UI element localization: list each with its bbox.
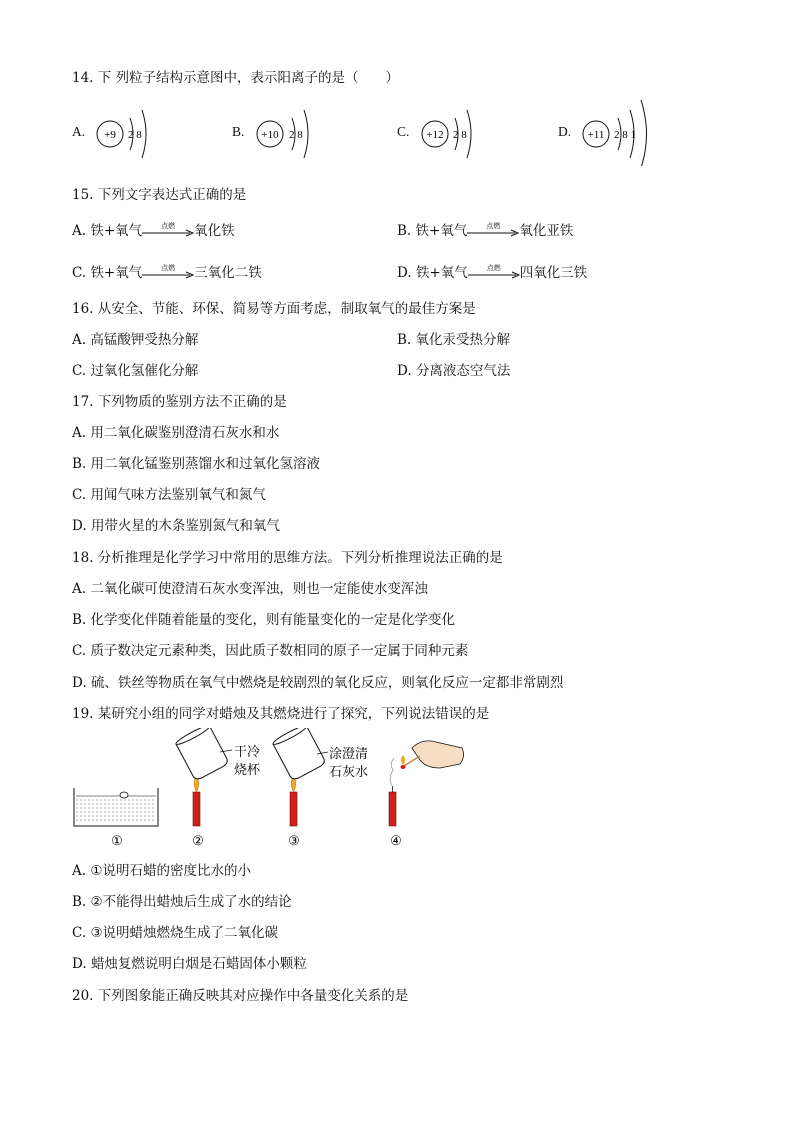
- reactants: 铁+氧气: [415, 223, 468, 239]
- option-text: 用二氧化碳鉴别澄清石灰水和水: [90, 425, 280, 441]
- q17-option-c[interactable]: [72, 483, 266, 503]
- option-text: 用二氧化锰鉴别蒸馏水和过氧化氢溶液: [90, 456, 321, 472]
- reaction-arrow: [468, 263, 520, 281]
- option-text: 过氧化氢催化分解: [90, 363, 199, 379]
- option-text: 用闻气味方法鉴别氧气和氮气: [90, 487, 266, 503]
- q18-option-c[interactable]: [72, 639, 468, 659]
- figure-label-1: ①: [111, 833, 123, 848]
- option-text: 分离液态空气法: [415, 363, 511, 379]
- option-letter: B.: [397, 223, 412, 239]
- water-trough-setup: [74, 788, 158, 826]
- q15-option-d[interactable]: [397, 261, 587, 281]
- q17-option-d[interactable]: [72, 514, 280, 534]
- option-letter: A.: [72, 124, 86, 139]
- beaker2-label: 烧杯: [234, 762, 261, 777]
- option-letter: D.: [558, 124, 572, 139]
- beaker3-label: 涂澄清: [329, 746, 369, 761]
- candle-relight-with-match: [389, 741, 464, 826]
- condition-label: 点燃: [486, 263, 501, 272]
- option-letter: C.: [72, 265, 87, 281]
- option-letter: D.: [397, 363, 412, 379]
- candle-with-dry-beaker: [175, 728, 261, 826]
- q19-candle-figure: [70, 728, 470, 850]
- option-text: 蜡烛复燃说明白烟是石蜡固体小颗粒: [90, 956, 307, 972]
- option-letter: D.: [72, 956, 87, 972]
- option-text: 质子数决定元素种类，因此质子数相同的原子一定属于同种元素: [90, 643, 469, 659]
- option-letter: B.: [397, 332, 412, 348]
- option-letter: D.: [72, 675, 87, 691]
- figure-label-4: ④: [390, 833, 402, 848]
- option-text: 高锰酸钾受热分解: [90, 332, 199, 348]
- q16-option-c[interactable]: [72, 359, 198, 379]
- q16-option-d[interactable]: [397, 359, 510, 379]
- option-letter: C.: [72, 925, 87, 941]
- atom-diagram-a: [90, 96, 180, 166]
- reaction-arrow: [467, 221, 519, 239]
- nucleus-charge: +12: [426, 129, 444, 141]
- option-text: 用带火星的木条鉴别氮气和氧气: [90, 518, 280, 534]
- q16-option-b[interactable]: [397, 328, 510, 348]
- option-letter: B.: [72, 894, 87, 910]
- option-letter: B.: [72, 456, 87, 472]
- atom-diagram-d: [578, 96, 678, 166]
- option-letter: A.: [72, 863, 87, 879]
- q14-stem: 14. 下 列粒子结构示意图中，表示阳离子的是（ ）: [72, 70, 400, 86]
- condition-label: 点燃: [161, 263, 176, 272]
- electron-shells: 2 8 1: [614, 129, 636, 141]
- option-letter: C.: [397, 124, 410, 139]
- condition-label: 点燃: [486, 221, 501, 230]
- option-letter: C.: [72, 487, 87, 503]
- option-letter: A.: [72, 425, 87, 441]
- atom-diagram-c: [415, 96, 505, 166]
- condition-label: 点燃: [161, 221, 176, 230]
- nucleus-charge: +10: [261, 129, 279, 141]
- nucleus-charge: +11: [587, 129, 605, 141]
- q17-option-b[interactable]: [72, 452, 320, 472]
- option-text: ③说明蜡烛燃烧生成了二氧化碳: [90, 925, 279, 941]
- q16-stem: 16. 从安全、节能、环保、简易等方面考虑，制取氧气的最佳方案是: [72, 301, 476, 317]
- reaction-arrow: [142, 221, 194, 239]
- q18-stem: 18. 分析推理是化学学习中常用的思维方法。下列分析推理说法正确的是: [72, 550, 503, 566]
- option-letter: A.: [72, 223, 87, 239]
- figure-label-2: ②: [192, 833, 204, 848]
- reactants: 铁+氧气: [90, 223, 143, 239]
- product: 氧化铁: [194, 223, 235, 239]
- q19-option-d[interactable]: [72, 952, 307, 972]
- q17-option-a[interactable]: [72, 421, 279, 441]
- option-letter: D.: [397, 265, 412, 281]
- option-letter: A.: [72, 332, 87, 348]
- beaker3-label: 石灰水: [329, 764, 369, 779]
- option-letter: B.: [72, 612, 87, 628]
- option-text: 氧化汞受热分解: [415, 332, 511, 348]
- q19-stem: 19. 某研究小组的同学对蜡烛及其燃烧进行了探究，下列说法错误的是: [72, 706, 490, 722]
- nucleus-charge: +9: [104, 129, 116, 141]
- q19-option-a[interactable]: [72, 859, 251, 879]
- electron-shells: 2 8: [128, 129, 142, 141]
- product: 四氧化三铁: [519, 265, 588, 281]
- candle-with-limewater-beaker: [272, 728, 368, 826]
- product: 三氧化二铁: [194, 265, 262, 281]
- reactants: 铁+氧气: [415, 265, 468, 281]
- option-letter: C.: [72, 643, 87, 659]
- electron-shells: 2 8: [289, 129, 303, 141]
- q20-stem: 20. 下列图象能正确反映其对应操作中各量变化关系的是: [72, 988, 409, 1004]
- beaker2-label: 干冷: [234, 744, 261, 759]
- option-text: ②不能得出蜡烛后生成了水的结论: [90, 894, 292, 910]
- option-letter: D.: [72, 518, 87, 534]
- q16-option-a[interactable]: [72, 328, 198, 348]
- option-text: 二氧化碳可使澄清石灰水变浑浊，则也一定能使水变浑浊: [90, 581, 428, 597]
- atom-diagram-b: [252, 96, 342, 166]
- option-text: 硫、铁丝等物质在氧气中燃烧是较剧烈的氧化反应，则氧化反应一定都非常剧烈: [90, 675, 564, 691]
- q17-stem: 17. 下列物质的鉴别方法不正确的是: [72, 394, 287, 410]
- q15-option-c[interactable]: [72, 261, 262, 281]
- q15-option-b[interactable]: [397, 219, 573, 239]
- q15-stem: 15. 下列文字表达式正确的是: [72, 187, 247, 203]
- electron-shells: 2 8: [453, 129, 467, 141]
- q18-option-d[interactable]: [72, 671, 563, 691]
- q15-option-a[interactable]: [72, 219, 235, 239]
- option-text: ①说明石蜡的密度比水的小: [90, 863, 251, 879]
- q18-option-a[interactable]: [72, 577, 428, 597]
- product: 氧化亚铁: [519, 223, 574, 239]
- option-letter: A.: [72, 581, 87, 597]
- reaction-arrow: [142, 263, 194, 281]
- q18-option-b[interactable]: [72, 608, 455, 628]
- q19-option-c[interactable]: [72, 921, 278, 941]
- option-letter: C.: [72, 363, 87, 379]
- figure-label-3: ③: [288, 833, 300, 848]
- option-letter: B.: [232, 124, 245, 139]
- q19-option-b[interactable]: [72, 890, 292, 910]
- option-text: 化学变化伴随着能量的变化，则有能量变化的一定是化学变化: [90, 612, 456, 628]
- reactants: 铁+氧气: [90, 265, 143, 281]
